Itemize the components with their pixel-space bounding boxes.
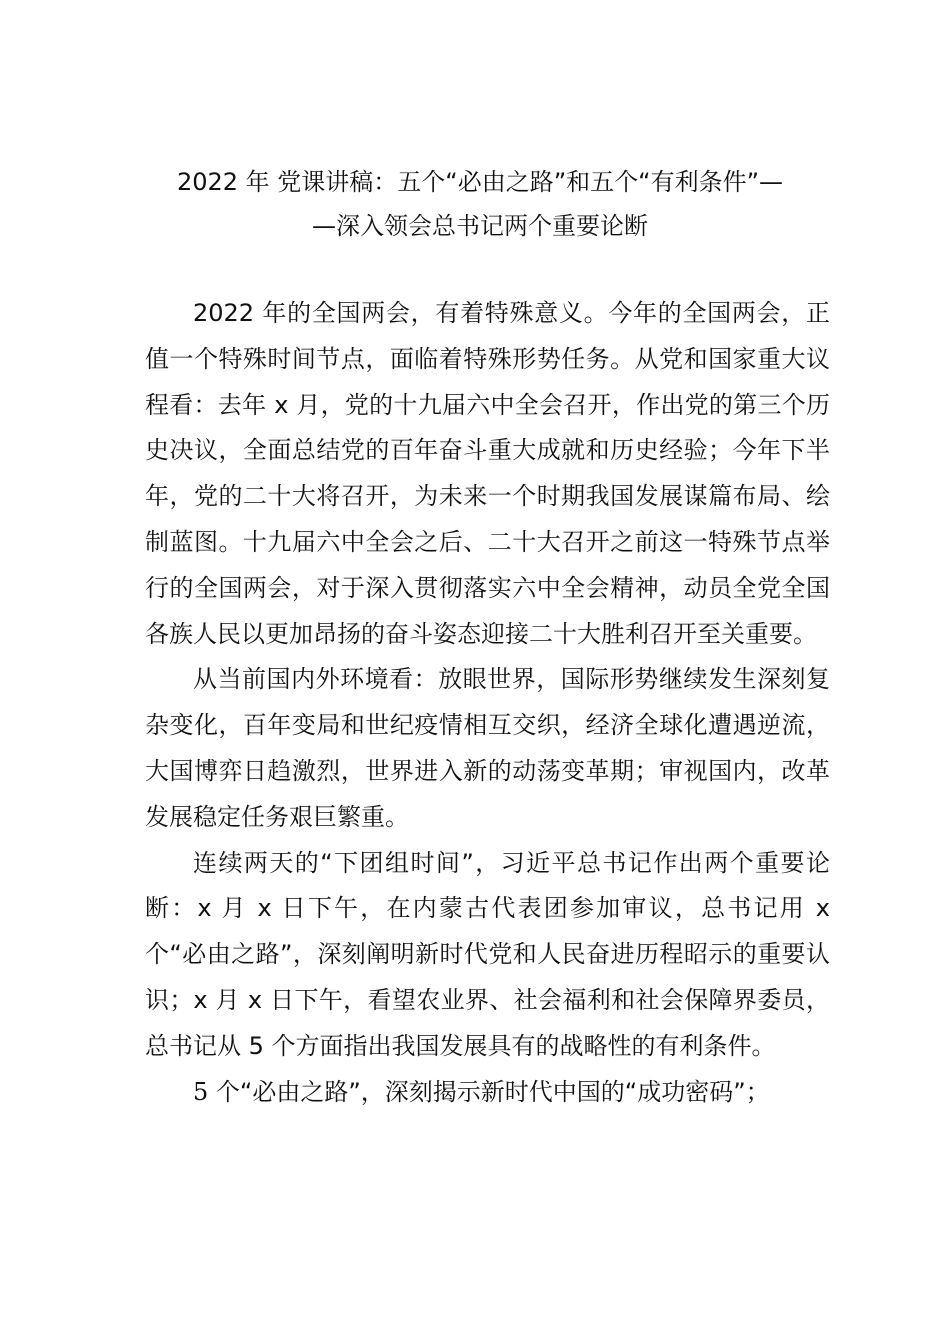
title-line-1: 2022 年 党课讲稿：五个“必由之路”和五个“有利条件”— (176, 168, 784, 196)
paragraph-4-number: 5 (193, 1077, 209, 1106)
document-body (145, 291, 830, 1115)
paragraph-4 (145, 1070, 830, 1116)
paragraph-4-text: 个“必由之路”，深刻揭示新时代中国的“成功密码”； (208, 1077, 770, 1106)
document-title (140, 160, 820, 248)
paragraph-3: 连续两天的“下团组时间”，习近平总书记作出两个重要论断：x 月 x 日下午，在内蒙古代表团参加审议，总书记用 x 个“必由之路”，深刻阐明新时代党和人民奋进历程昭示的重要认识；x 月 x 日下午，看望农业界、社会福利和社会保障界委员，总书记从 5 个方面指出我国发展具有的战略性的有利条件。 (145, 848, 830, 1060)
paragraph-1: 2022 年的全国两会，有着特殊意义。今年的全国两会，正值一个特殊时间节点，面临着特殊形势任务。从党和国家重大议程看：去年 x 月，党的十九届六中全会召开，作出党的第三个历史决议，全面总结党的百年奋斗重大成就和历史经验；今年下半年，党的二十大将召开，为未来一个时期我国发展谋篇布局、绘制蓝图。十九届六中全会之后、二十大召开之前这一特殊节点举行的全国两会，对于深入贯彻落实六中全会精神，动员全党全国各族人民以更加昂扬的奋斗姿态迎接二十大胜利召开至关重要。 (145, 299, 830, 648)
paragraph-2: 从当前国内外环境看：放眼世界，国际形势继续发生深刻复杂变化，百年变局和世纪疫情相互交织，经济全球化遭遇逆流，大国博弈日趋激烈，世界进入新的动荡变革期；审视国内，改革发展稳定任务艰巨繁重。 (145, 665, 830, 831)
title-line-2: —深入领会总书记两个重要论断 (312, 212, 648, 240)
